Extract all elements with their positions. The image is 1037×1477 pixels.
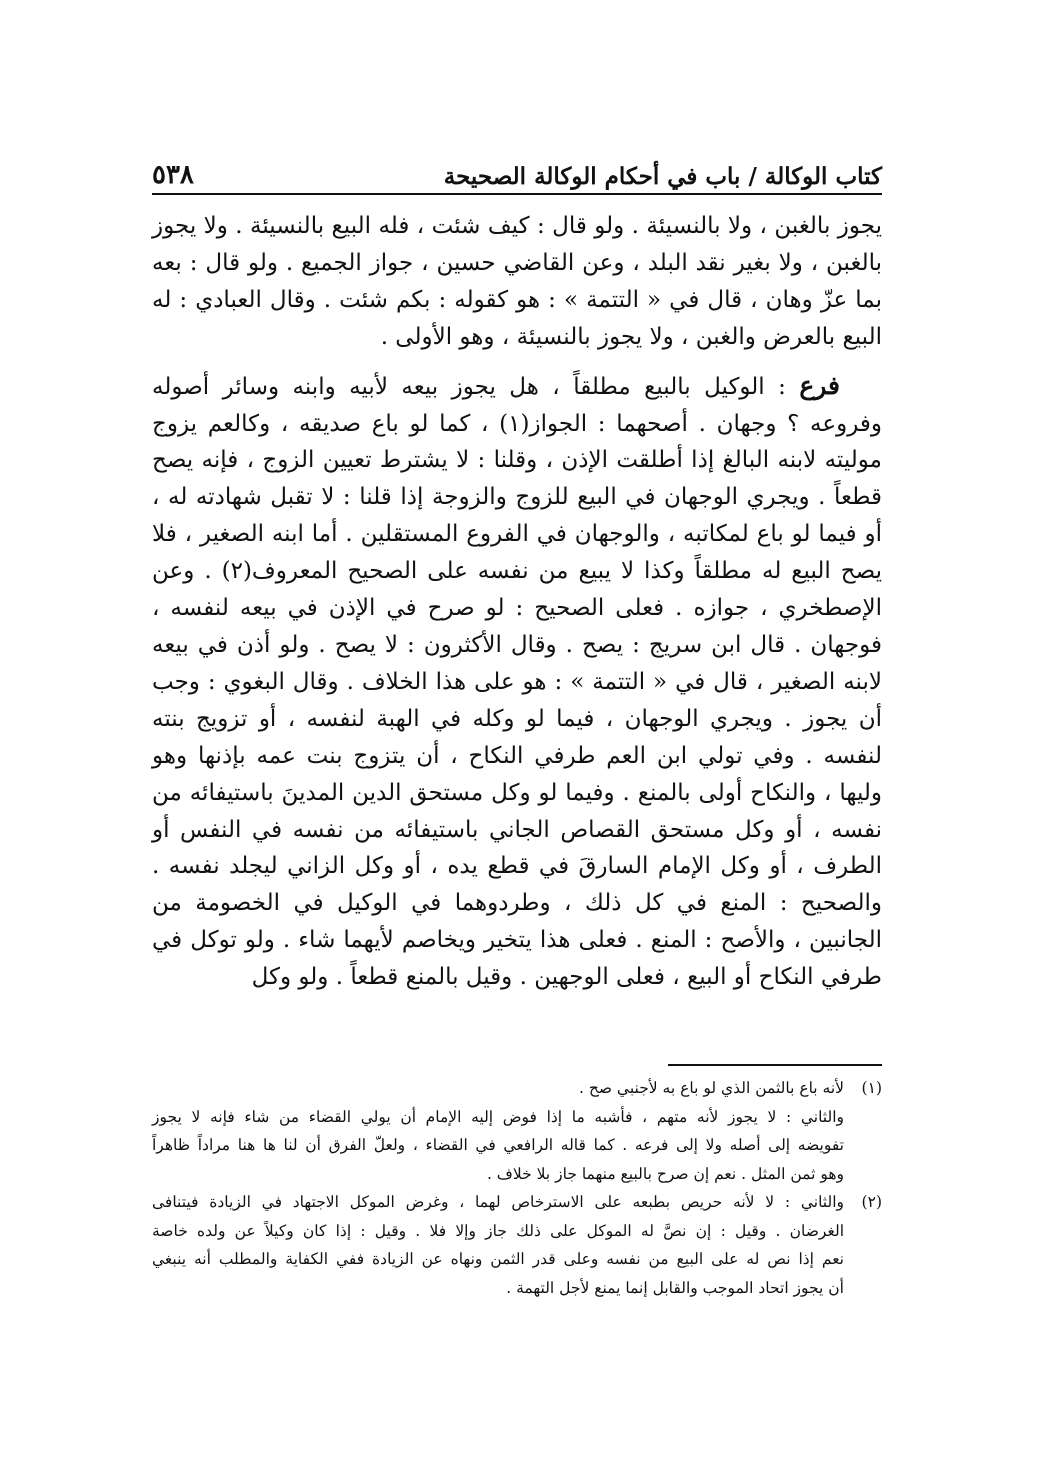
paragraph-2-lead: فرع	[799, 370, 840, 400]
footnote-1-number: (١)	[861, 1079, 882, 1097]
footnote-1-line-1: لأنه باع بالثمن الذي لو باع به لأجنبي صح .	[578, 1079, 844, 1097]
running-header	[152, 148, 882, 190]
footnote-rule	[668, 1064, 882, 1066]
paragraph-2	[152, 368, 882, 996]
footnote-2-line-2: الغرضان . وقيل : إن نصَّ له الموكل على ذلك جاز وإلا فلا . وقيل : إذا كان وكيلاً عن ولده خاصة	[152, 1221, 844, 1240]
footnote-2-body	[152, 1188, 844, 1302]
footnotes	[152, 1074, 882, 1302]
paragraph-1: يجوز بالغبن ، ولا بالنسيئة . ولو قال : كيف شئت ، فله البيع بالنسيئة . ولا يجوز بالغبن ، ولا بغير نقد البلد ، وعن القاضي حسين ، جواز الجميع . ولو قال : بعه بما عزّ وهان ، قال في « التتمة » : هو كقوله : بكم شئت . وقال العبادي : له البيع بالعرض والغبن ، ولا يجوز بالنسيئة ، وهو الأولى .	[152, 213, 883, 350]
footnote-2-number: (٢)	[861, 1193, 882, 1211]
header-rule	[152, 193, 882, 195]
paragraph-2-text: : الوكيل بالبيع مطلقاً ، هل يجوز بيعه لأبيه وابنه وسائر أصوله وفروعه ؟ وجهان . أصحهما : الجواز(١) ، كما لو باع صديقه ، وكالعم يزوج موليته لابنه البالغ إذا أطلقت الإذن ، وقلنا : لا يشترط تعيين الزوج ، فإنه يصح قطعاً . ويجري الوجهان في البيع للزوج والزوجة إذا قلنا : لا تقبل شهادته له ، أو فيما لو باع لمكاتبه ، والوجهان في الفروع المستقلين . أما ابنه الصغير ، فلا يصح البيع له مطلقاً وكذا لا يبيع من نفسه على الصحيح المعروف(٢) . وعن الإصطخري ، جوازه . فعلى الصحيح : لو صرح في الإذن في بيعه لنفسه ، فوجهان . قال ابن سريج : يصح . وقال الأكثرون : لا يصح . ولو أذن في بيعه لابنه الصغير ، قال في « التتمة » : هو على هذا الخلاف . وقال البغوي : وجب أن يجوز . ويجري الوجهان ، فيما لو وكله في الهبة لنفسه ، أو تزويج بنته لنفسه . وفي تولي ابن العم طرفي النكاح ، أن يتزوج بنت عمه بإذنها وهو وليها ، والنكاح أولى بالمنع . وفيما لو وكل مستحق الدين المدينَ باستيفائه من نفسه ، أو وكل مستحق القصاص الجاني باستيفائه من نفسه في النفس أو الطرف ، أو وكل الإمام السارقَ في قطع يده ، أو وكل الزاني ليجلد نفسه . والصحيح : المنع في كل ذلك ، وطردوهما في الوكيل في الخصومة من الجانبين ، والأصح : المنع . فعلى هذا يتخير ويخاصم لأيهما شاء . ولو توكل في طرفي النكاح أو البيع ، فعلى الوجهين . وقيل بالمنع قطعاً . ولو وكل	[152, 373, 883, 991]
footnote-2-line-3: نعم إذا نص له على البيع من نفسه وعلى قدر الثمن ونهاه عن الزيادة ففي الكفاية والمطلب أنه ينبغي	[152, 1250, 844, 1268]
chapter-title: كتاب الوكالة / باب في أحكام الوكالة الصحيحة	[443, 163, 882, 190]
main-text	[152, 208, 882, 996]
footnote-2	[152, 1188, 882, 1302]
footnote-1-line-2: والثاني : لا يجوز لأنه متهم ، فأشبه ما إذا فوض إليه الإمام أن يولي القضاء من شاء فإنه لا يجوز	[152, 1107, 844, 1126]
page-number: ٥٣٨	[152, 160, 194, 190]
footnote-1	[152, 1074, 882, 1188]
footnote-1-line-4: وهو ثمن المثل . نعم إن صرح بالبيع منهما جاز بلا خلاف .	[486, 1164, 844, 1183]
footnote-1-line-3: تفويضه إلى أصله ولا إلى فرعه . كما قاله الرافعي في القضاء ، ولعلّ الفرق أن لنا ها هنا مراداً ظاهراً	[152, 1136, 844, 1154]
footnote-2-line-4: أن يجوز اتحاد الموجب والقابل إنما يمنع لأجل التهمة .	[506, 1278, 844, 1297]
footnote-1-body	[152, 1074, 844, 1188]
footnote-2-line-1: والثاني : لا لأنه حريص بطبعه على الاسترخاص لهما ، وغرض الموكل الاجتهاد في الزيادة فيتنافى	[152, 1193, 844, 1211]
